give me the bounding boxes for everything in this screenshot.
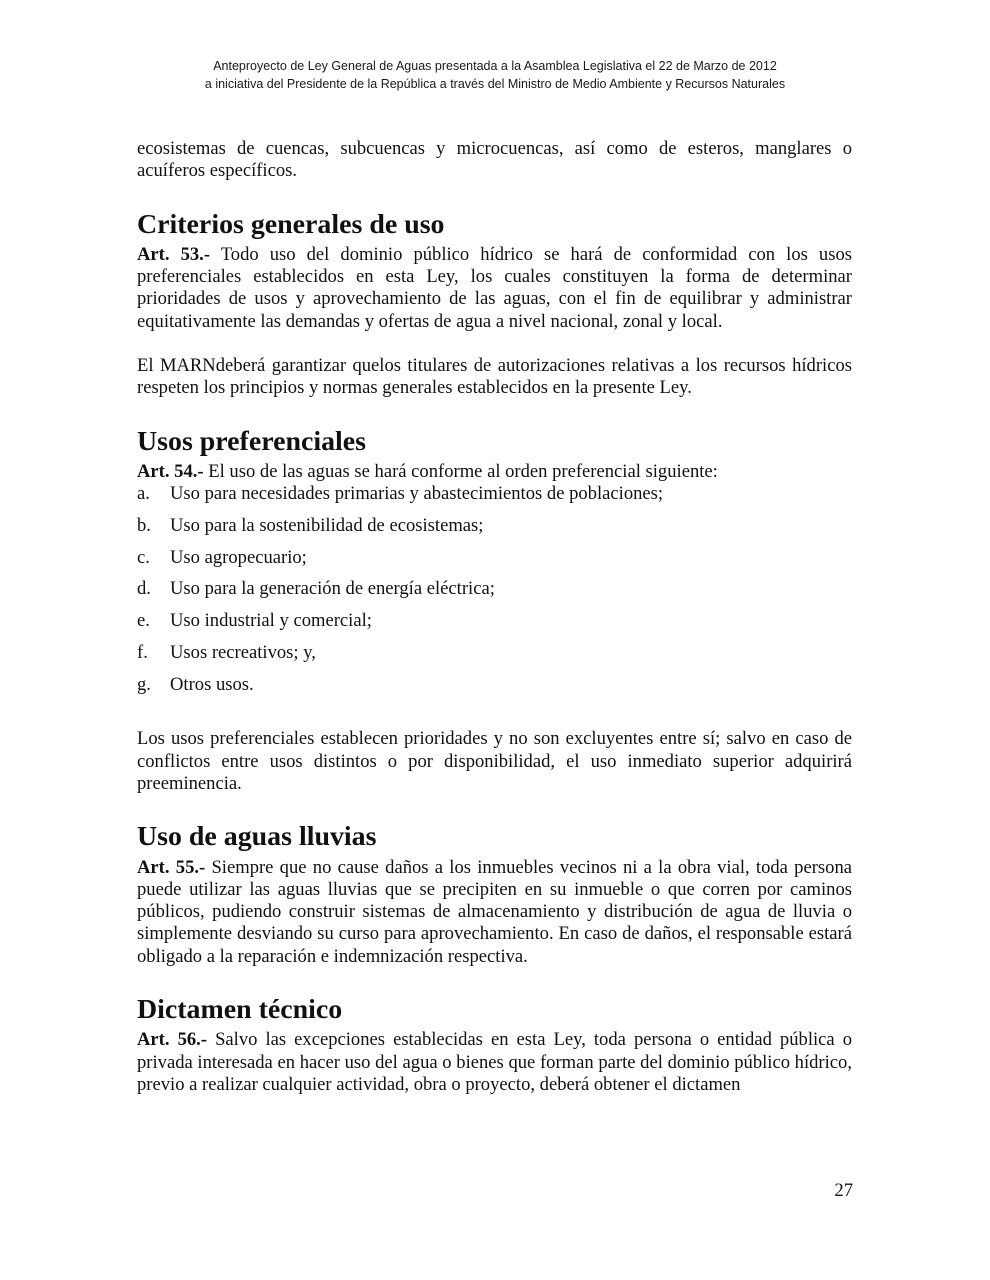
list-item-text: Otros usos. xyxy=(170,674,254,696)
page-number: 27 xyxy=(834,1180,853,1201)
article-55-text: Siempre que no cause daños a los inmuebles vecinos ni a la obra vial, toda persona puede utilizar las aguas lluvias que se precipiten en su inmueble o que corren por caminos públicos, pudiendo construir sistemas de almacenamiento y distribución de agua de lluvia o simplemente desviando su curso para aprovechamiento. En caso de daños, el responsable estará obligado a la reparación e indemnización respectiva. xyxy=(137,856,853,967)
article-53-paragraph-2: El MARNdeberá garantizar quelos titulares de autorizaciones relativas a los recursos hídricos respeten los principios y normas generales establecidos en la presente Ley. xyxy=(137,355,852,399)
heading-criterios-generales: Criterios generales de uso xyxy=(137,208,445,240)
article-54-text: El uso de las aguas se hará conforme al orden preferencial siguiente: xyxy=(203,460,718,482)
article-53-text: Todo uso del dominio público hídrico se hará de conformidad con los usos preferenciales establecidos en esta Ley, los cuales constituyen la forma de determinar prioridades de usos y aprovechamiento de las aguas, con el fin de equilibrar y administrar equitativamente las demandas y ofertas de agua a nivel nacional, zonal y local. xyxy=(137,243,852,332)
heading-dictamen-tecnico: Dictamen técnico xyxy=(137,994,343,1026)
page-header xyxy=(0,57,990,93)
list-marker: e. xyxy=(137,610,150,632)
list-item-text: Uso para necesidades primarias y abastecimientos de poblaciones; xyxy=(170,483,664,505)
list-marker: a. xyxy=(137,483,150,505)
article-55 xyxy=(137,857,852,968)
article-56 xyxy=(137,1029,852,1096)
list-item-text: Uso agropecuario; xyxy=(170,546,307,568)
heading-usos-preferenciales: Usos preferenciales xyxy=(137,425,367,457)
document-body xyxy=(137,138,852,1096)
list-item xyxy=(137,547,852,569)
list-item xyxy=(137,674,852,696)
preferential-uses-list xyxy=(137,483,852,696)
list-item-text: Uso industrial y comercial; xyxy=(170,610,372,632)
list-item-text: Usos recreativos; y, xyxy=(170,641,316,663)
list-marker: d. xyxy=(137,578,151,600)
list-marker: g. xyxy=(137,674,151,696)
list-marker: f. xyxy=(137,641,148,663)
article-53 xyxy=(137,244,852,333)
header-line-1: Anteproyecto de Ley General de Aguas presentada a la Asamblea Legislativa el 22 de Marzo de 2012 xyxy=(213,59,777,73)
intro-paragraph: ecosistemas de cuencas, subcuencas y microcuencas, así como de esteros, manglares o acuíferos específicos. xyxy=(137,138,852,182)
list-item xyxy=(137,642,852,664)
article-54 xyxy=(137,461,852,483)
list-item xyxy=(137,515,852,537)
list-item xyxy=(137,578,852,600)
article-56-text: Salvo las excepciones establecidas en esta Ley, toda persona o entidad pública o privada interesada en hacer uso del agua o bienes que forman parte del dominio público hídrico, previo a realizar cualquier actividad, obra o proyecto, deberá obtener el dictamen xyxy=(137,1029,853,1095)
list-marker: c. xyxy=(137,546,150,568)
list-item-text: Uso para la generación de energía eléctrica; xyxy=(170,578,495,600)
header-line-2: a iniciativa del Presidente de la República a través del Ministro de Medio Ambiente y Recursos Naturales xyxy=(204,77,786,91)
article-54-paragraph-2: Los usos preferenciales establecen prioridades y no son excluyentes entre sí; salvo en caso de conflictos entre usos distintos o por disponibilidad, el uso inmediato superior adquirirá preeminencia. xyxy=(137,728,852,794)
article-54-label: Art. 54.- xyxy=(137,460,204,482)
list-marker: b. xyxy=(137,514,151,536)
heading-uso-aguas-lluvias: Uso de aguas lluvias xyxy=(137,821,377,853)
article-56-label: Art. 56.- xyxy=(137,1029,208,1051)
list-item xyxy=(137,483,852,505)
list-item-text: Uso para la sostenibilidad de ecosistemas; xyxy=(170,514,484,536)
article-55-label: Art. 55.- xyxy=(137,856,206,878)
list-item xyxy=(137,610,852,632)
article-53-label: Art. 53.- xyxy=(137,243,211,265)
